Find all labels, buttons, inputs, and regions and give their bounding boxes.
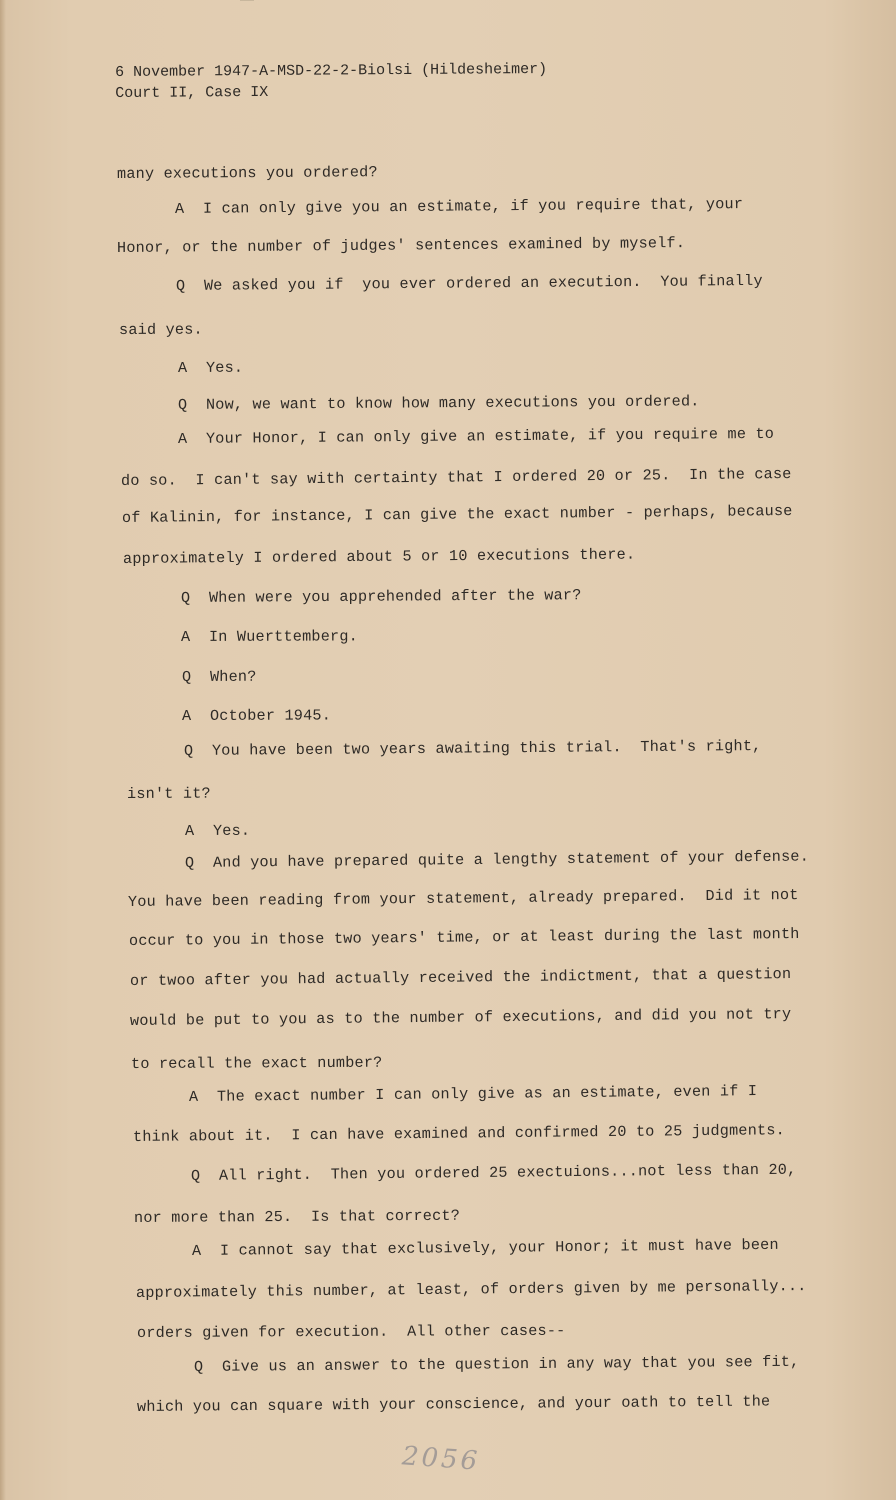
page-edge-shadow <box>0 0 6 1500</box>
transcript-line: or twoo after you had actually received the indictment, that a question <box>129 965 792 990</box>
transcript-line: think about it. I can have examined and confirmed 20 to 25 judgments. <box>132 1121 786 1146</box>
transcript-line: Q When? <box>181 667 257 686</box>
handwritten-page-number: 2056 <box>401 1441 482 1477</box>
transcript-line: A Yes. <box>184 821 251 840</box>
transcript-line: said yes. <box>118 320 203 339</box>
transcript-line: A Yes. <box>177 358 244 377</box>
transcript-line: A October 1945. <box>181 706 332 725</box>
transcript-line: do so. I can't say with certainty that I ordered 20 or 25. In the case <box>120 464 792 490</box>
transcript-line: Q Give us an answer to the question in any way that you see fit, <box>193 1352 800 1376</box>
transcript-line: orders given for execution. All other cases-- <box>136 1321 566 1342</box>
document-header <box>115 59 547 104</box>
transcript-line: to recall the exact number? <box>130 1053 383 1073</box>
transcript-line: Q And you have prepared quite a lengthy statement of your defense. <box>184 847 810 872</box>
transcript-line: Q We asked you if you ever ordered an execution. You finally <box>175 271 763 295</box>
transcript-line: isn't it? <box>126 784 211 803</box>
stray-mark <box>240 0 254 9</box>
transcript-line: A The exact number I can only give as an estimate, even if I <box>188 1082 758 1106</box>
transcript-line: A I can only give you an estimate, if you require that, your <box>174 195 744 218</box>
header-line-1: 6 November 1947-A-MSD-22-2-Biolsi (Hildesheimer) <box>115 60 548 81</box>
transcript-line: approximately I ordered about 5 or 10 executions there. <box>122 545 636 568</box>
transcript-line: A In Wuerttemberg. <box>180 627 358 646</box>
transcript-line: of Kalinin, for instance, I can give the exact number - perhaps, because <box>121 501 793 527</box>
transcript-line: Q You have been two years awaiting this trial. That's right, <box>183 736 762 760</box>
transcript-line: Q Now, we want to know how many executions you ordered. <box>177 392 700 414</box>
transcript-line: A I cannot say that exclusively, your Honor; it must have been <box>191 1235 779 1260</box>
header-line-2: Court II, Case IX <box>115 83 269 102</box>
transcript-line: Q All right. Then you ordered 25 exectuions...not less than 20, <box>190 1160 797 1185</box>
transcript-line: which you can square with your conscience, and your oath to tell the <box>136 1392 771 1416</box>
transcript-line: occur to you in those two years' time, or at least during the last month <box>128 924 800 950</box>
transcript-line: A Your Honor, I can only give an estimate, if you require me to <box>177 424 775 448</box>
transcript-line: nor more than 25. Is that correct? <box>133 1206 461 1227</box>
transcript-line: Q When were you apprehended after the war? <box>180 586 582 607</box>
transcript-line: You have been reading from your statement, already prepared. Did it not <box>127 885 799 911</box>
transcript-line: would be put to you as to the number of executions, and did you not try <box>129 1005 792 1030</box>
transcript-line: Honor, or the number of judges' sentences examined by myself. <box>116 234 686 257</box>
transcript-line: many executions you ordered? <box>116 163 378 183</box>
transcript-line: approximately this number, at least, of orders given by me personally... <box>135 1276 807 1302</box>
